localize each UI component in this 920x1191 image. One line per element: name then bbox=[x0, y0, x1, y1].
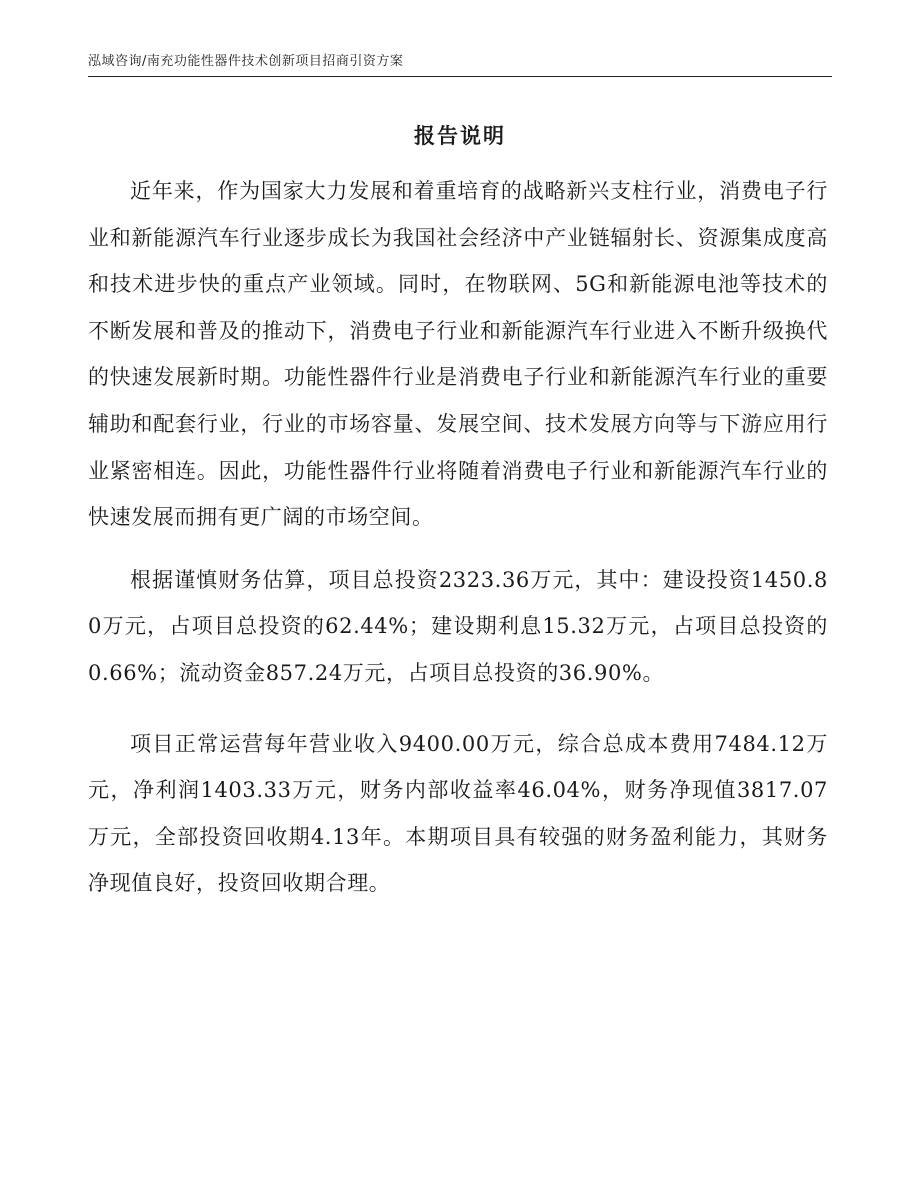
running-header: 泓域咨询/南充功能性器件技术创新项目招商引资方案 bbox=[88, 54, 404, 69]
paragraph-industry-background: 近年来，作为国家大力发展和着重培育的战略新兴支柱行业，消费电子行业和新能源汽车行业逐步成长为我国社会经济中产业链辐射长、资源集成度高和技术进步快的重点产业领域。同时，在物联网、5G和新能源电池等技术的不断发展和普及的推动下，消费电子行业和新能源汽车行业进入不断升级换代的快速发展新时期。功能性器件行业是消费电子行业和新能源汽车行业的重要辅助和配套行业，行业的市场容量、发展空间、技术发展方向等与下游应用行业紧密相连。因此，功能性器件行业将随着消费电子行业和新能源汽车行业的快速发展而拥有更广阔的市场空间。 bbox=[88, 179, 828, 530]
header-divider bbox=[88, 76, 832, 77]
paragraph-investment-estimate: 根据谨慎财务估算，项目总投资2323.36万元，其中：建设投资1450.80万元，占项目总投资的62.44%；建设期利息15.32万元，占项目总投资的0.66%；流动资金857.24万元，占项目总投资的36.90%。 bbox=[88, 567, 828, 685]
paragraph-financial-returns: 项目正常运营每年营业收入9400.00万元，综合总成本费用7484.12万元，净利润1403.33万元，财务内部收益率46.04%，财务净现值3817.07万元，全部投资回收期4.13年。本期项目具有较强的财务盈利能力，其财务净现值良好，投资回收期合理。 bbox=[88, 731, 828, 896]
section-title: 报告说明 bbox=[414, 124, 506, 148]
body-text bbox=[88, 168, 828, 907]
